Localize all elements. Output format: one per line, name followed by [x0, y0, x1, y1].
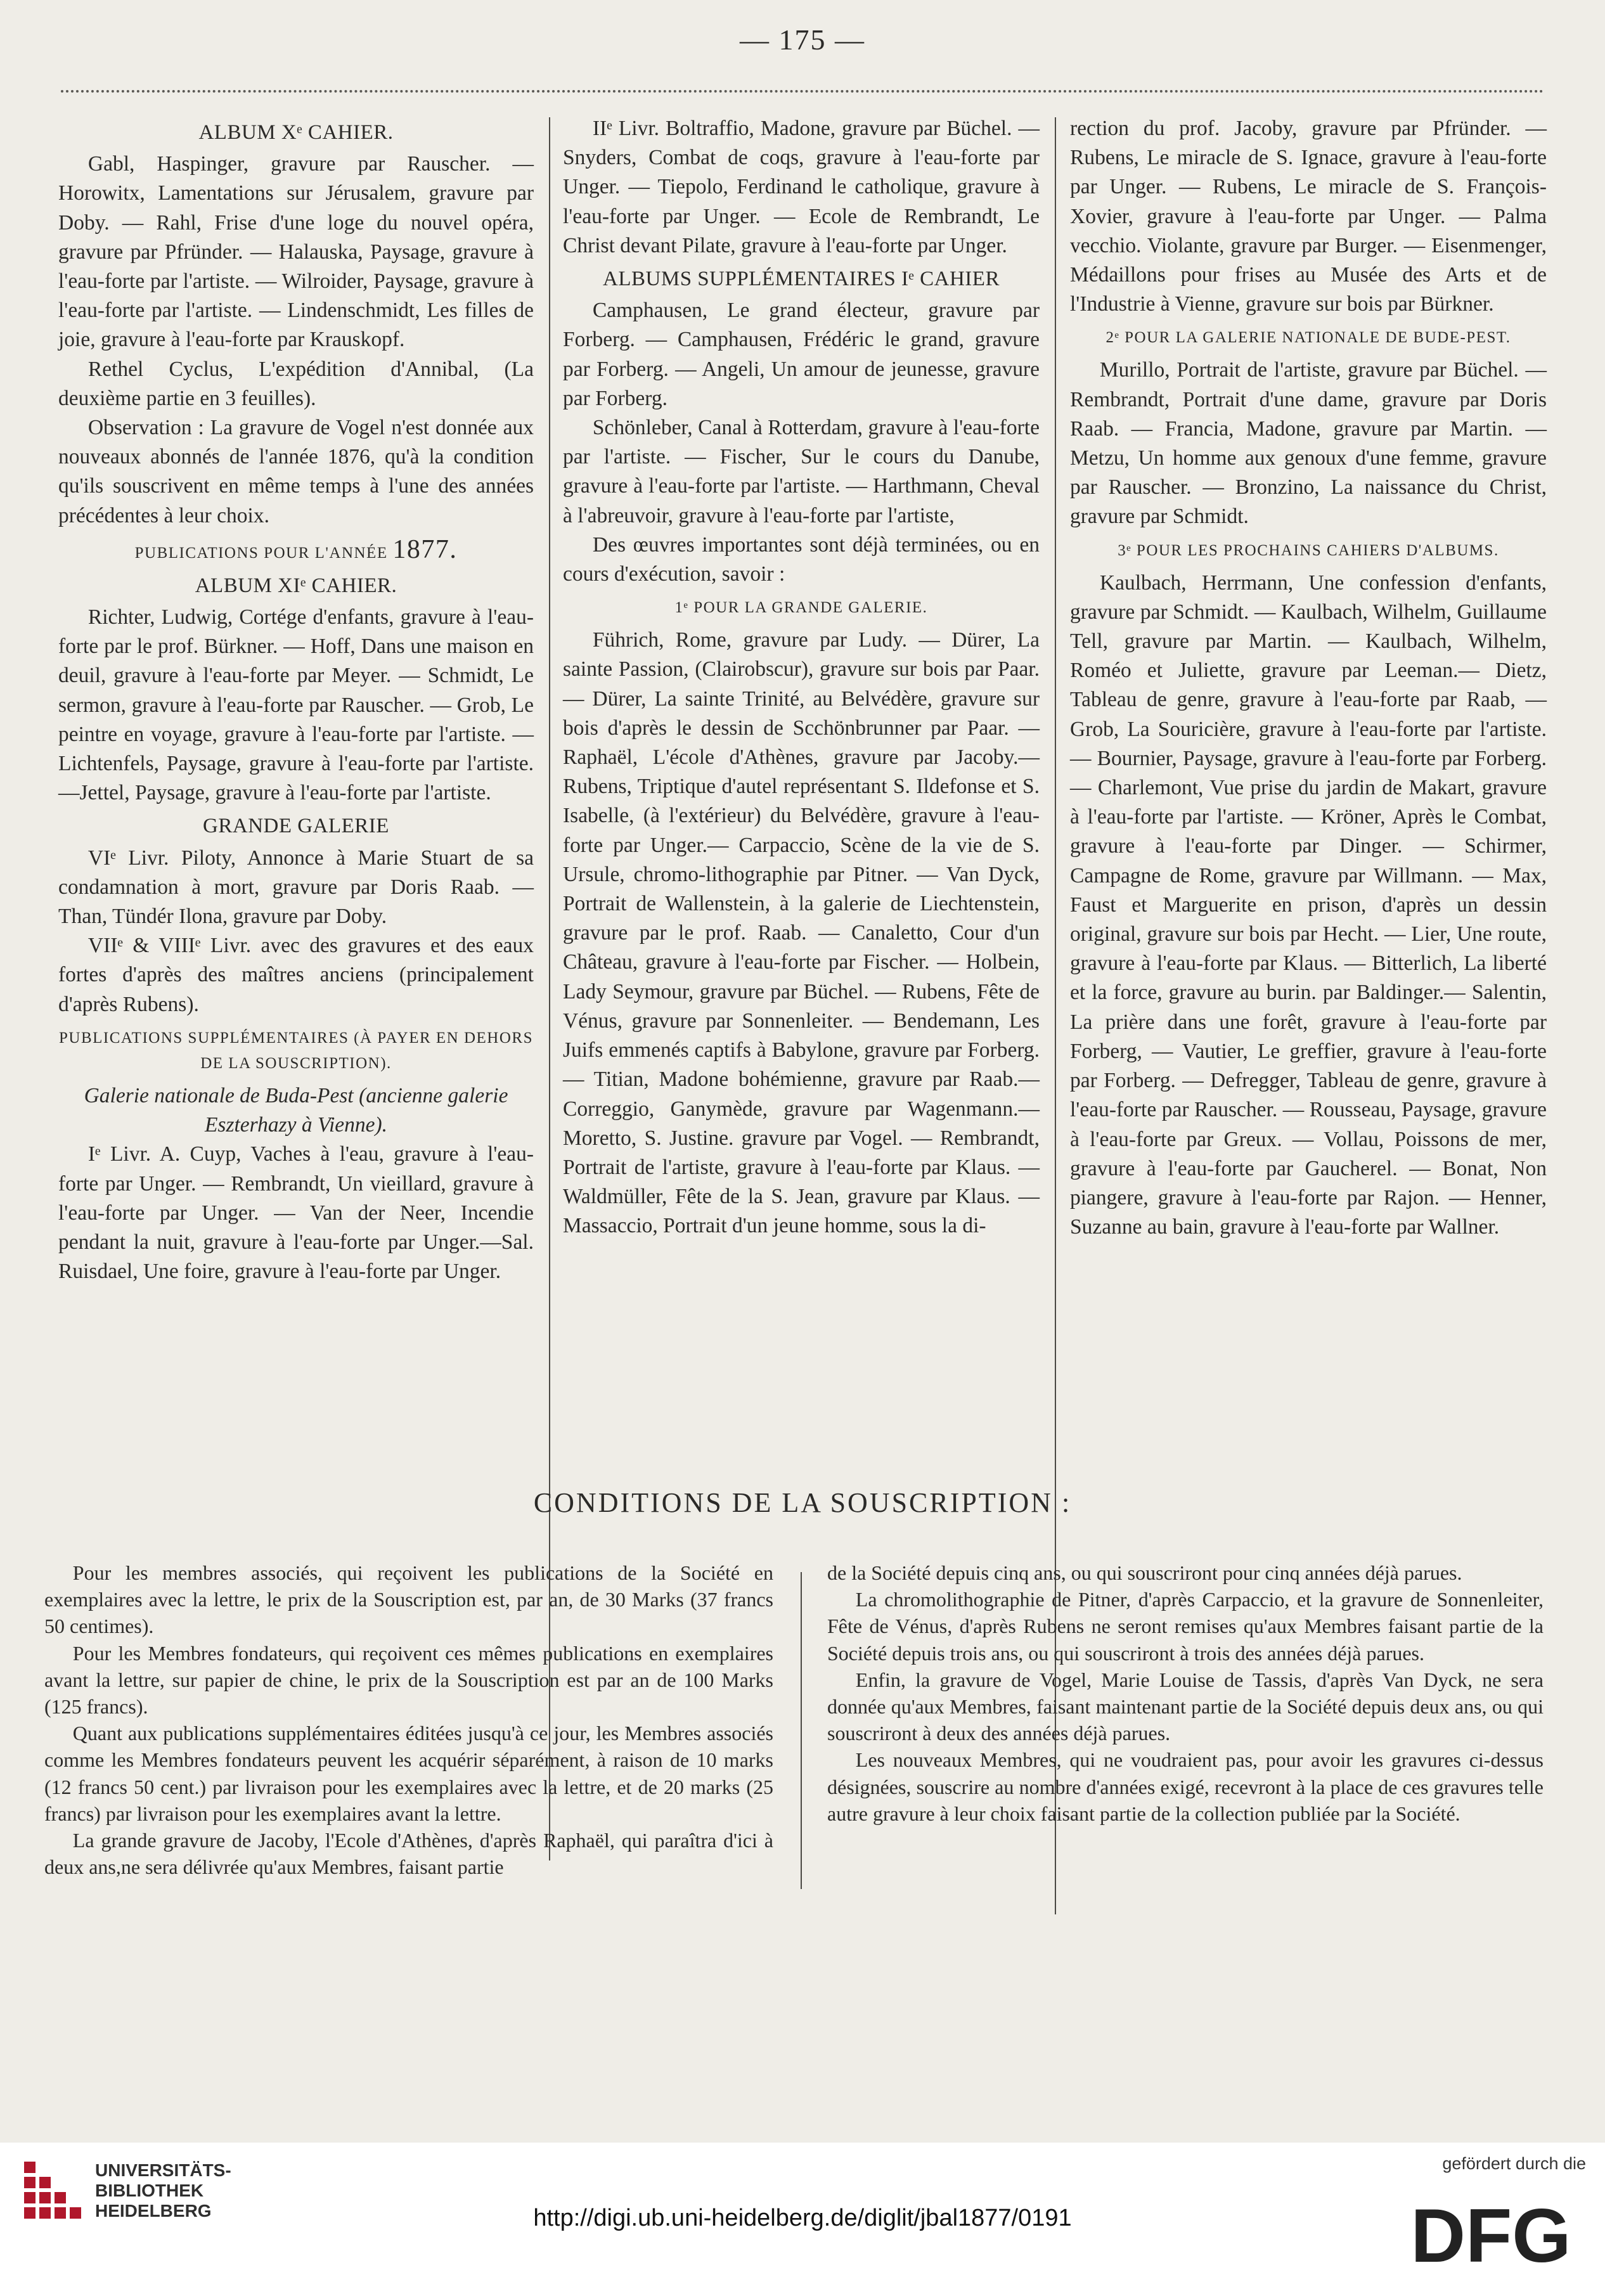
library-name-line: HEIDELBERG	[95, 2201, 212, 2221]
paragraph: Gabl, Haspinger, gravure par Rauscher. — Horowitx, Lamentations sur Jérusalem, gravure par Doby. — Rahl, Frise d'une loge du nouvel opéra, gravure par Pfründer. — Halauska, Paysage, gravure à l'eau-forte par l'artiste. — Wilroider, Paysage, gravure à l'eau-forte par l'artiste. — Lindenschmidt, Les filles de joie, gravure à l'eau-forte par Krauskopf.	[58, 152, 534, 352]
prochains-cahiers-heading: 3ᵉ POUR LES PROCHAINS CAHIERS D'ALBUMS.	[1118, 541, 1499, 559]
grande-galerie-heading: GRANDE GALERIE	[203, 815, 389, 838]
text-column-2	[563, 114, 1040, 1241]
paragraph: Kaulbach, Herrmann, Une confession d'enfants, gravure par Schmidt. — Kaulbach, Wilhelm, Guillaume Tell, gravure par Martin. — Kaulbach, Wilhelm, Roméo et Juliette, gravure par Leeman.— Dietz, Tableau de genre, gravure à l'eau-forte par Raab, — Grob, La Souricière, gravure à l'eau-forte par l'artiste. — Bournier, Paysage, gravure à l'eau-forte par Forberg. — Charlemont, Vue prise du jardin de Makart, gravure à l'eau-forte par l'artiste. — Kröner, Après le Combat, gravure à l'eau-forte par Dinger. — Schirmer, Campagne de Rome, gravure par Willmann. — Max, Faust et Marguerite en prison, d'après un dessin original, gravure sur bois par Hecht. — Lier, Une route, gravure à l'eau-forte par Klaus. — Bitterlich, La liberté et la force, gravure au burin. par Baldinger.— Salentin, La prière dans une forêt, gravure à l'eau-forte par Forberg, — Vautier, Le greffier, gravure à l'eau-forte par Forberg. — Defregger, Tableau de genre, gravure à l'eau-forte par Rauscher. — Rousseau, Paysage, gravure à l'eau-forte par Greux. — Vollau, Poissons de mer, gravure à l'eau-forte par Gaucherel. — Bonat, Non piangere, gravure à l'eau-forte par Rajon. — Henner, Suzanne au bain, gravure à l'eau-forte par Wallner.	[1070, 571, 1547, 1239]
paragraph: Richter, Ludwig, Cortége d'enfants, gravure à l'eau-forte par le prof. Bürkner. — Hoff, Dans une maison en deuil, gravure à l'eau-forte par Meyer. — Schmidt, Le sermon, gravure à l'eau-forte par Rauscher. — Grob, Le peintre en voyage, gravure à l'eau-forte par l'artiste. — Lichtenfels, Paysage, gravure à l'eau-forte par l'artiste.—Jettel, Paysage, gravure à l'eau-forte par l'artiste.	[58, 605, 534, 805]
paragraph: Des œuvres importantes sont déjà terminées, ou en cours d'exécution, savoir :	[563, 532, 1040, 586]
funder-label: gefördert durch die	[1442, 2154, 1586, 2173]
dfg-logo-icon	[1396, 2186, 1586, 2281]
column-divider	[801, 1572, 802, 1889]
grande-galerie-subheading: 1ᵉ POUR LA GRANDE GALERIE.	[674, 599, 928, 617]
dfg-logo-text: DFG	[1410, 2193, 1571, 2278]
conditions-column-1	[44, 1559, 773, 1880]
text-column-3	[1070, 114, 1547, 1242]
publications-1877-heading	[58, 534, 534, 566]
source-url-link[interactable]: http://digi.ub.uni-heidelberg.de/diglit/jbal1877/0191	[533, 2205, 1072, 2231]
paragraph: IIᵉ Livr. Boltraffio, Madone, gravure par Büchel. — Snyders, Combat de coqs, gravure à l'eau-forte par Unger. — Tiepolo, Ferdinand le catholique, gravure à l'eau-forte par Unger. — Ecole de Rembrandt, Le Christ devant Pilate, gravure à l'eau-forte par Unger.	[563, 117, 1040, 257]
album-10-heading: ALBUM Xᵉ CAHIER.	[198, 121, 394, 144]
galerie-nationale-subheading: Galerie nationale de Buda-Pest (ancienne galerie Eszterhazy à Vienne).	[84, 1083, 508, 1137]
library-name-line: BIBLIOTHEK	[95, 2181, 204, 2200]
publications-1877-year: 1877.	[392, 534, 458, 564]
paragraph: La chromolithographie de Pitner, d'après Carpaccio, et la gravure de Sonnenleiter, Fête de Vénus, d'après Rubens ne seront remises qu'aux Membres faisant partie de la Société depuis trois ans, ou qui souscriront à trois des années déjà parues.	[827, 1588, 1544, 1665]
paragraph: Pour les Membres fondateurs, qui reçoivent ces mêmes publications en exemplaires avant la lettre, sur papier de chine, le prix de la Souscription est par an de 100 Marks (125 francs).	[44, 1641, 773, 1719]
album-11-heading: ALBUM XIᵉ CAHIER.	[195, 574, 397, 597]
paragraph: rection du prof. Jacoby, gravure par Pfründer. — Rubens, Le miracle de S. Ignace, gravure à l'eau-forte par Unger. — Rubens, Le miracle de S. François-Xovier, gravure à l'eau-forte par Unger. — Palma vecchio. Violante, gravure par Burger. — Eisenmenger, Médaillons pour frises au Musée des Arts et de l'Industrie à Vienne, gravure sur bois par Bürkner.	[1070, 117, 1547, 316]
paragraph: La grande gravure de Jacoby, l'Ecole d'Athènes, d'après Raphaël, qui paraîtra d'ici à deux ans,ne sera délivrée qu'aux Membres, faisant partie	[44, 1829, 773, 1879]
conditions-column-2	[827, 1559, 1544, 1827]
paragraph: Enfin, la gravure de Vogel, Marie Louise de Tassis, d'après Van Dyck, ne sera donnée qu'aux Membres, faisant maintenant partie de la Société depuis deux ans, ou qui souscriront à deux des années déjà parues.	[827, 1668, 1544, 1745]
library-name-line: UNIVERSITÄTS-	[95, 2160, 231, 2180]
paragraph: Les nouveaux Membres, qui ne voudraient pas, pour avoir les gravures ci-dessus désignées, souscrire au nombre d'années exigé, recevront à la place de ces gravures telle autre gravure à leur choix faisant partie de la collection publiée par la Société.	[827, 1748, 1544, 1825]
page-number: — 175 —	[740, 23, 865, 56]
paragraph: Pour les membres associés, qui reçoivent les publications de la Société en exemplaires avec la lettre, le prix de la Souscription est, par an, de 30 Marks (37 francs 50 centimes).	[44, 1561, 773, 1638]
paragraph: Schönleber, Canal à Rotterdam, gravure à l'eau-forte par l'artiste. — Fischer, Sur le cours du Danube, gravure à l'eau-forte par l'artiste. — Harthmann, Cheval à l'abreuvoir, gravure à l'eau-forte par l'artiste,	[563, 416, 1040, 527]
bude-pest-heading: 2ᵉ POUR LA GALERIE NATIONALE DE BUDE-PEST.	[1105, 329, 1511, 347]
paragraph: Führich, Rome, gravure par Ludy. — Dürer, La sainte Passion, (Clairobscur), gravure sur bois par Paar. — Dürer, La sainte Trinité, au Belvédère, gravure sur bois d'après le dessin de Scchönbrunner par Paar. — Raphaël, L'école d'Athènes, gravure par Jacoby.—Rubens, Triptique d'autel représentant S. Ildefonse et S. Isabelle, (à l'extérieur) du Belvédère, gravure à l'eau-forte par Unger.— Carpaccio, Scène de la vie de S. Ursule, chromo-lithographie par Pitner. — Van Dyck, Portrait de Wallenstein, à la galerie de Liechtenstein, gravure par le prof. Raab. — Canaletto, Cour d'un Château, gravure à l'eau-forte par Fischer. — Holbein, Lady Seymour, gravure par Büchel. — Rubens, Fête de Vénus, gravure par Sonnenleiter. — Bendemann, Les Juifs emmenés captifs à Babylone, gravure par Forberg.— Titian, Madone bohémienne, gravure par Raab.— Correggio, Ganymède, gravure par Wagenmann.— Moretto, S. Justine. gravure par Vogel. — Rembrandt, Portrait de l'artiste, gravure à l'eau-forte par Klaus. — Waldmüller, Fête de la S. Jean, gravure par Klaus. — Massaccio, Portrait d'un jeune homme, sous la di-	[563, 628, 1040, 1238]
text-column-1	[58, 114, 534, 1286]
paragraph: Observation : La gravure de Vogel n'est donnée aux nouveaux abonnés de l'année 1876, qu'à la condition qu'ils souscrivent en même temps à l'une des années précédentes à leur choix.	[58, 416, 534, 527]
paragraph: Iᵉ Livr. A. Cuyp, Vaches à l'eau, gravure à l'eau-forte par Unger. — Rembrandt, Un vieillard, gravure à l'eau-forte par Unger. — Van der Neer, Incendie pendant la nuit, gravure à l'eau-forte par Unger.—Sal. Ruisdael, Une foire, gravure à l'eau-forte par Unger.	[58, 1142, 534, 1284]
publications-supplementaires-heading: PUBLICATIONS SUPPLÉMENTAIRES (À PAYER EN DEHORS DE LA SOUSCRIPTION).	[59, 1029, 533, 1072]
paragraph: Quant aux publications supplémentaires éditées jusqu'à ce jour, les Membres associés comme les Membres fondateurs peuvent les acquérir séparément, à raison de 10 marks (12 francs 50 cent.) par livraison pour les exemplaires avec la lettre, et de 20 marks (25 francs) par livraison pour les exemplaires avant la lettre.	[44, 1722, 773, 1825]
paragraph: de la Société depuis cinq ans, ou qui souscriront pour cinq années déjà parues.	[827, 1561, 1462, 1584]
paragraph: VIIᵉ & VIIIᵉ Livr. avec des gravures et des eaux fortes d'après des maîtres anciens (principalement d'après Rubens).	[58, 934, 534, 1016]
paragraph: Camphausen, Le grand électeur, gravure par Forberg. — Camphausen, Frédéric le grand, gravure par Forberg. — Angeli, Un amour de jeunesse, gravure par Forberg.	[563, 299, 1040, 410]
publications-1877-label: PUBLICATIONS POUR L'ANNÉE	[134, 544, 388, 562]
paragraph: Murillo, Portrait de l'artiste, gravure par Büchel. — Rembrandt, Portrait d'une dame, gravure par Doris Raab. — Francia, Madone, gravure par Martin. — Metzu, Un homme aux genoux d'une femme, gravure par Rauscher. — Bronzino, La naissance du Christ, gravure par Schmidt.	[1070, 358, 1547, 529]
paragraph: VIᵉ Livr. Piloty, Annonce à Marie Stuart de sa condamnation à mort, gravure par Doris Raab. — Than, Tündér Ilona, gravure par Doby.	[58, 846, 534, 929]
paragraph: Rethel Cyclus, L'expédition d'Annibal, (La deuxième partie en 3 feuilles).	[58, 357, 534, 410]
conditions-heading: CONDITIONS DE LA SOUSCRIPTION :	[533, 1487, 1072, 1518]
albums-supplementaires-heading: ALBUMS SUPPLÉMENTAIRES Iᵉ CAHIER	[603, 268, 1000, 291]
header-rule	[61, 90, 1544, 93]
